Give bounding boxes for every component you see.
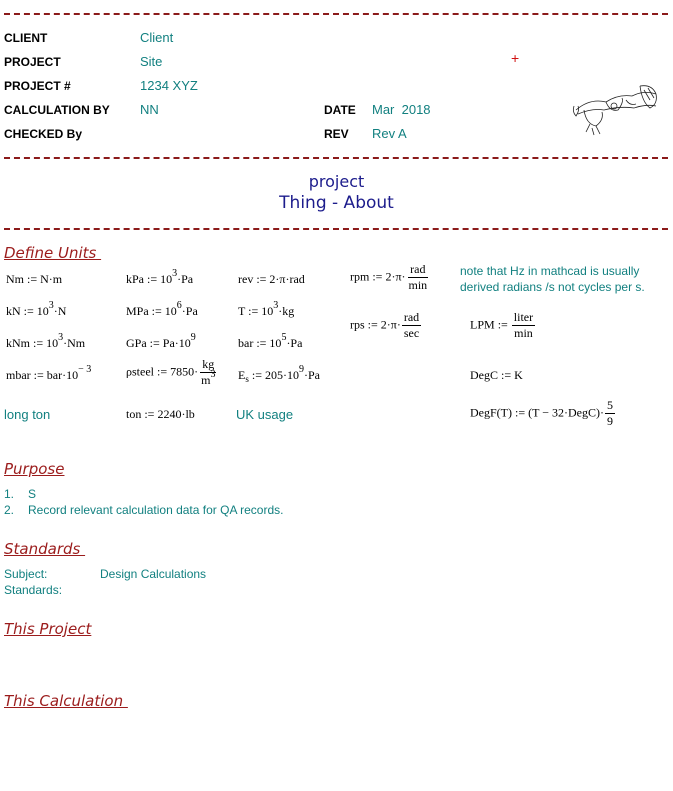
unit-def-mbar: mbar := $bar\cdot 10^{- 3}$ (6, 364, 92, 382)
subject-value: Design Calculations (100, 567, 207, 581)
red-cross-marker: + (511, 50, 520, 66)
calculation-by-label: CALCULATION BY (4, 103, 110, 117)
this-calculation-heading: This Calculation (4, 692, 128, 710)
project-label: PROJECT (4, 55, 61, 69)
unit-def-degc: DegC := K (470, 368, 523, 382)
unit-def-kn: kN := $10^3\cdot N$ (6, 300, 67, 318)
date-label: DATE (324, 103, 356, 117)
unit-def-elastic-modulus: $E_s$ := $205\cdot 10^9\cdot Pa$ (238, 364, 320, 384)
purpose-heading: Purpose (4, 460, 65, 478)
rev-label: REV (324, 127, 349, 141)
standards-heading: Standards (4, 540, 86, 558)
client-label: CLIENT (4, 31, 48, 45)
hz-note: note that Hz in mathcad is usually derived radians /s not cycles per s. (460, 264, 645, 294)
title-thing-about: Thing - About (279, 193, 394, 213)
title-project: project (308, 172, 365, 191)
this-project-heading: This Project (4, 620, 92, 638)
unit-def-rps: rps := 2·π· $\frac{\text{rad}}{\sec}$ (350, 310, 420, 340)
unit-def-bar: bar := $10^5\cdot Pa$ (238, 332, 303, 350)
unit-def-ton: ton := 2240·lb (126, 407, 195, 421)
unit-def-rev: rev := 2·π·rad (238, 272, 305, 286)
unit-def-mpa: MPa := $10^6\cdot Pa$ (126, 300, 198, 318)
calculation-by-value: NN (140, 102, 159, 117)
checked-by-label: CHECKED By (4, 127, 83, 141)
project-value: Site (140, 54, 163, 69)
project-number-value: 1234 XYZ (140, 78, 198, 93)
unit-def-kpa: kPa := $10^3\cdot Pa$ (126, 268, 194, 286)
rev-value: Rev A (372, 126, 407, 141)
uk-usage-label: UK usage (236, 407, 294, 422)
standards-label: Standards: (4, 583, 63, 597)
unit-def-rpm: rpm := 2·π· $\frac{\text{rad}}{\min}$ (350, 262, 428, 292)
unit-def-lpm: LPM := $\frac{\text{liter}}{\min}$ (470, 310, 534, 340)
long-ton-label: long ton (4, 407, 51, 422)
unit-def-degf: DegF(T) := (T − 32·DegC)· $\frac{5}{9}$ (470, 398, 613, 428)
project-number-label: PROJECT # (4, 79, 71, 93)
title-bottom-rule (4, 228, 668, 230)
unit-def-knm: kNm := $10^3\cdot Nm$ (6, 332, 86, 350)
unit-def-nm: Nm := N·m (6, 272, 63, 286)
date-value: Mar 2018 (372, 102, 431, 117)
header-bottom-rule (4, 157, 668, 159)
subject-label: Subject: (4, 567, 48, 581)
purpose-item-1: 1. S (4, 487, 37, 501)
sketch-logo-icon (570, 80, 662, 136)
unit-def-rho-steel: ρsteel := 7850· $\frac{kg}{m^3}$ (126, 357, 216, 387)
unit-def-tonne: T := $10^3\cdot kg$ (238, 300, 295, 318)
client-value: Client (140, 30, 174, 45)
purpose-item-2: 2. Record relevant calculation data for QA records. (4, 503, 284, 517)
header-top-rule (4, 13, 668, 15)
unit-def-gpa: GPa := $Pa\cdot 10^9$ (126, 332, 196, 350)
define-units-heading: Define Units (4, 244, 102, 262)
